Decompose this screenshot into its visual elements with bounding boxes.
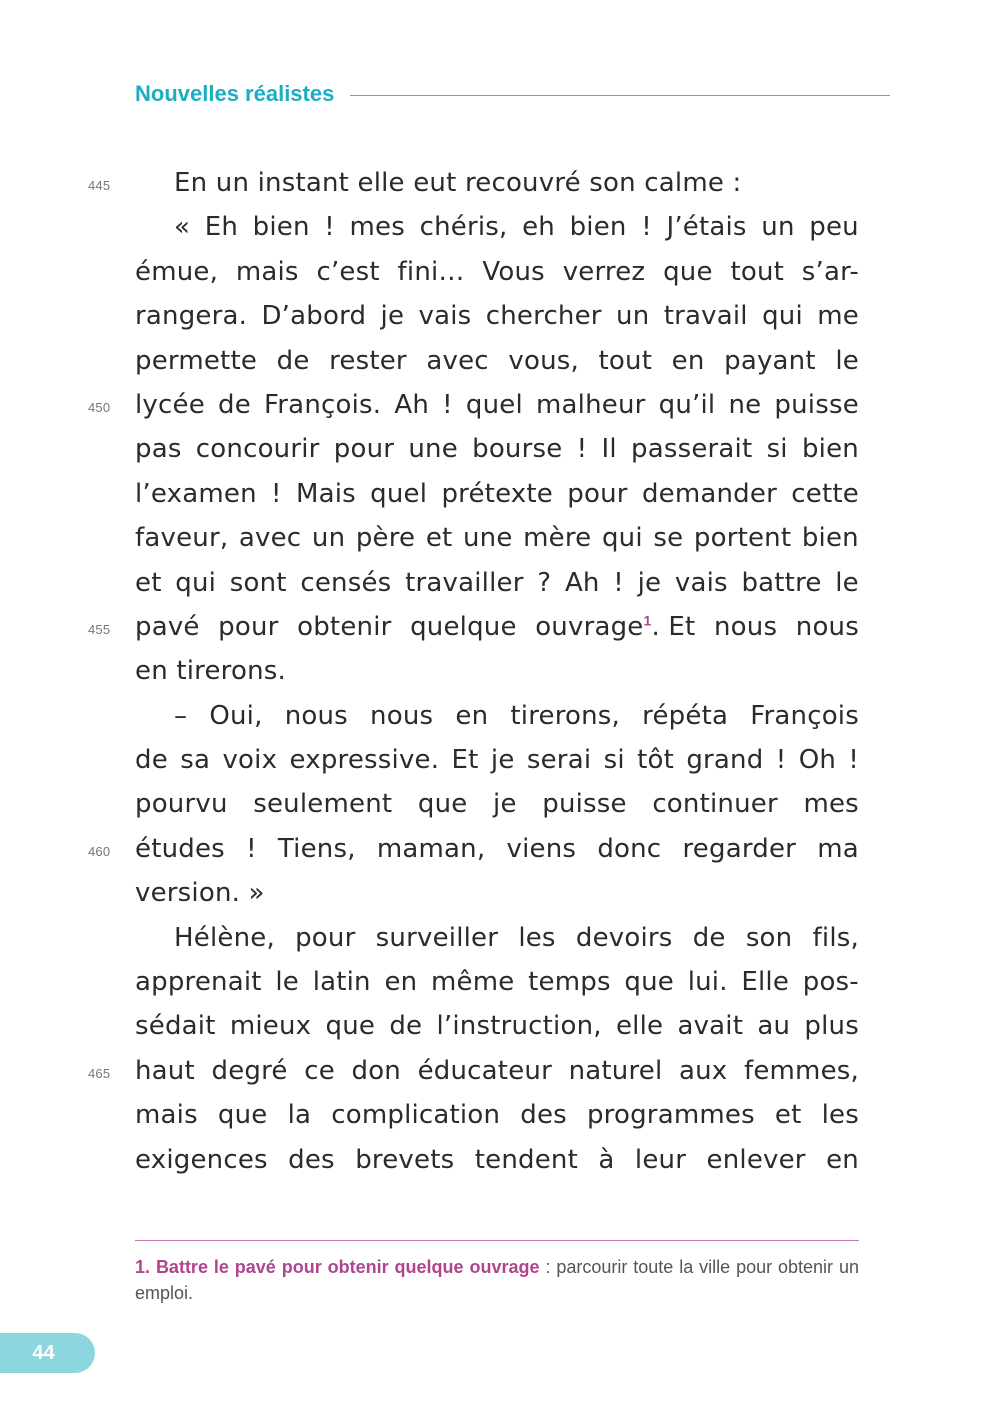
word: voix [222, 745, 278, 776]
word: quel [465, 389, 523, 420]
word: travailler [405, 567, 524, 598]
text-line [88, 1049, 859, 1093]
word: sa [180, 745, 211, 776]
word: pavé [135, 611, 200, 642]
footnote [135, 1254, 859, 1306]
word: en [671, 345, 705, 376]
word: quelque [410, 611, 517, 642]
word: don [351, 1055, 401, 1086]
word: rangera. [135, 301, 248, 332]
word: ? [537, 567, 552, 598]
word: que [417, 789, 468, 820]
word: même [431, 967, 515, 998]
word: femmes, [743, 1055, 859, 1086]
running-header [135, 78, 890, 110]
text-line [88, 827, 859, 871]
word: de [218, 389, 251, 420]
line-number: 445 [88, 178, 111, 193]
text-line [135, 294, 859, 338]
word: Eh [204, 212, 239, 243]
word: pas [135, 434, 182, 465]
word: Ah [394, 389, 430, 420]
footnote-definition: : parcourir toute la ville pour obtenir un emploi. [135, 1257, 859, 1303]
main-text [88, 161, 859, 1182]
word: regarder [682, 833, 797, 864]
word: que [217, 1100, 268, 1131]
line-number: 460 [88, 843, 111, 859]
word: . Et [651, 611, 696, 642]
word: chéris, [419, 212, 508, 243]
word-with-note [535, 605, 695, 649]
word: plus [804, 1011, 859, 1042]
word: les [821, 1100, 859, 1131]
word: éducateur [417, 1055, 552, 1086]
word: le [835, 567, 859, 598]
word: fini… [397, 256, 465, 287]
word: naturel [568, 1055, 663, 1086]
word: en [384, 967, 418, 998]
word: avait [677, 1011, 744, 1042]
word: En un instant elle eut recouvré son calme : [174, 168, 742, 198]
word: grand [686, 745, 764, 776]
word: mieux [229, 1011, 312, 1042]
word: surveiller [375, 922, 499, 953]
word: ! [613, 567, 624, 598]
word: de [276, 345, 310, 376]
word: se [653, 523, 684, 554]
word: si [766, 434, 788, 465]
word: avec [238, 523, 302, 554]
word: puisse [774, 389, 859, 420]
text-line [135, 649, 859, 693]
word: répéta [642, 700, 729, 731]
word: permette [135, 345, 258, 376]
word: ce [304, 1055, 335, 1086]
word: que [624, 967, 674, 998]
text-line [135, 1138, 859, 1182]
word: ne [728, 389, 762, 420]
word: sont [229, 567, 287, 598]
word: et [135, 567, 162, 598]
text-line [135, 782, 859, 826]
word: François [750, 700, 859, 731]
word: exigences [135, 1144, 268, 1175]
word: donc [597, 833, 662, 864]
word: ! [246, 833, 257, 864]
text-line [135, 916, 859, 960]
word: lui. [687, 967, 728, 998]
word: Elle [741, 967, 790, 998]
header-divider [350, 95, 890, 96]
word: eh [522, 212, 555, 243]
word: François. [264, 389, 382, 420]
word: prétexte [441, 478, 553, 509]
word: ! [442, 389, 453, 420]
word: de [692, 922, 726, 953]
word: je [493, 789, 517, 820]
word: bien [569, 212, 627, 243]
word: pour [333, 434, 395, 465]
word: ! [576, 434, 588, 465]
word: cette [791, 478, 859, 509]
word: « [174, 212, 191, 243]
word: degré [211, 1055, 288, 1086]
word: bien [801, 523, 859, 554]
text-line [135, 205, 859, 249]
word: elle [615, 1011, 664, 1042]
word: tout [730, 256, 785, 287]
word: Oh [798, 745, 837, 776]
word: expressive. [289, 745, 440, 776]
word: ! [641, 212, 652, 243]
footnote-number: 1. [135, 1257, 151, 1277]
word: censés [300, 567, 392, 598]
word: verrez [562, 256, 646, 287]
word: bien [252, 212, 310, 243]
word: Mais [295, 478, 356, 509]
word: Oui, [209, 700, 263, 731]
word: nous [284, 700, 348, 731]
text-line [135, 427, 859, 471]
word: viens [506, 833, 577, 864]
word: peu [809, 212, 859, 243]
word: payant [724, 345, 816, 376]
word: – [174, 700, 188, 731]
word: Ah [564, 567, 600, 598]
word: malheur [535, 389, 646, 420]
word: passerait [630, 434, 753, 465]
word: version. » [135, 878, 265, 909]
word: et [774, 1100, 802, 1131]
word: ! [848, 745, 859, 776]
word: mais [235, 256, 299, 287]
word: tendent [474, 1144, 578, 1175]
text-line [135, 738, 859, 782]
word: mes [349, 212, 405, 243]
footnote-divider [135, 1240, 859, 1241]
text-line [88, 605, 859, 649]
word: en [455, 700, 489, 731]
word: Tiens, [277, 833, 356, 864]
footnote-term: Battre le pavé pour obtenir quelque ouvrage [155, 1257, 540, 1277]
word: battre [741, 567, 822, 598]
word: haut [135, 1055, 195, 1086]
word: quel [370, 478, 428, 509]
text-line [135, 960, 859, 1004]
word: vais [674, 567, 728, 598]
word: chercher [485, 301, 602, 332]
word: seulement [253, 789, 393, 820]
word: faveur, [135, 523, 229, 554]
word: leur [634, 1144, 687, 1175]
word: les [518, 922, 556, 953]
word: en [826, 1144, 859, 1175]
word: puisse [542, 789, 627, 820]
text-line [88, 383, 859, 427]
text-line [135, 472, 859, 516]
word: me [817, 301, 859, 332]
word: vous, [508, 345, 579, 376]
word: je [637, 567, 662, 598]
word: je [490, 745, 515, 776]
word: à [598, 1144, 615, 1175]
word: nous [714, 611, 778, 642]
word: une [408, 434, 458, 465]
word: qui [175, 567, 217, 598]
text-line [135, 1093, 859, 1137]
word: de [135, 745, 168, 776]
line-number: 450 [88, 399, 111, 415]
word: une [463, 523, 513, 554]
page-number: 44 [32, 1341, 55, 1364]
word: tôt [637, 745, 674, 776]
word: mère [523, 523, 592, 554]
text-line [135, 516, 859, 560]
word: devoirs [575, 922, 673, 953]
word: en tirerons. [135, 656, 286, 687]
word: Et [451, 745, 479, 776]
word: ma [817, 833, 859, 864]
word: mais [135, 1100, 198, 1131]
word: études [135, 833, 225, 864]
word: un [616, 301, 650, 332]
word: nous [370, 700, 434, 731]
word: nous [795, 611, 859, 642]
word: la [287, 1100, 312, 1131]
word: si [603, 745, 625, 776]
page-number-tab [0, 1333, 95, 1373]
word: s’ar- [801, 256, 859, 287]
word: ! [271, 478, 282, 509]
word: pour [295, 922, 356, 953]
word: que [663, 256, 713, 287]
word: programmes [586, 1100, 755, 1131]
text-line [135, 250, 859, 294]
text-line [135, 694, 859, 738]
word: D’abord [261, 301, 367, 332]
word: ouvrage [535, 611, 644, 642]
text-line [135, 1004, 859, 1048]
word: travail [663, 301, 748, 332]
word: au [757, 1011, 791, 1042]
word: rester [329, 345, 407, 376]
word: père [355, 523, 416, 554]
word: portent [693, 523, 792, 554]
word: pourvu [135, 789, 228, 820]
word: Hélène, [174, 922, 275, 953]
text-line [135, 561, 859, 605]
text-line [135, 339, 859, 383]
word: continuer [652, 789, 778, 820]
footnote-marker[interactable]: 1 [643, 612, 652, 629]
text-line [88, 161, 859, 205]
word: mes [803, 789, 859, 820]
word: des [288, 1144, 335, 1175]
word: des [520, 1100, 567, 1131]
word: qu’il [658, 389, 716, 420]
word: temps [528, 967, 611, 998]
word: avec [426, 345, 489, 376]
word: latin [312, 967, 371, 998]
word: je [380, 301, 405, 332]
word: fils, [812, 922, 859, 953]
word: bien [801, 434, 859, 465]
word: lycée [135, 389, 205, 420]
word: et [425, 523, 453, 554]
word: Il [601, 434, 617, 465]
section-title: Nouvelles réalistes [135, 81, 335, 106]
word: l’instruction, [436, 1011, 602, 1042]
word: pour [218, 611, 279, 642]
word: ! [324, 212, 335, 243]
word: brevets [355, 1144, 455, 1175]
word: vais [418, 301, 472, 332]
word: l’examen [135, 478, 257, 509]
word: qui [762, 301, 803, 332]
line-number: 455 [88, 621, 111, 637]
word: enlever [706, 1144, 806, 1175]
word: pour [567, 478, 628, 509]
word: que [325, 1011, 376, 1042]
word: un [761, 212, 795, 243]
word: le [835, 345, 859, 376]
word: tirerons, [510, 700, 621, 731]
word: ! [775, 745, 787, 776]
word: aux [678, 1055, 728, 1086]
word: qui [601, 523, 643, 554]
word: obtenir [297, 611, 392, 642]
word: pos- [802, 967, 859, 998]
word: de [389, 1011, 423, 1042]
word: J’étais [666, 212, 747, 243]
word: apprenait [135, 967, 262, 998]
word: c’est [316, 256, 380, 287]
word: complication [331, 1100, 501, 1131]
word: un [311, 523, 346, 554]
word: émue, [135, 256, 219, 287]
line-number: 465 [88, 1065, 111, 1081]
word: bourse [472, 434, 563, 465]
word: serai [526, 745, 592, 776]
word: sédait [135, 1011, 216, 1042]
word: tout [598, 345, 653, 376]
word: son [745, 922, 793, 953]
word: le [275, 967, 299, 998]
word: Vous [482, 256, 545, 287]
word: concourir [195, 434, 320, 465]
word: maman, [376, 833, 486, 864]
text-line [135, 871, 859, 915]
word: demander [641, 478, 777, 509]
